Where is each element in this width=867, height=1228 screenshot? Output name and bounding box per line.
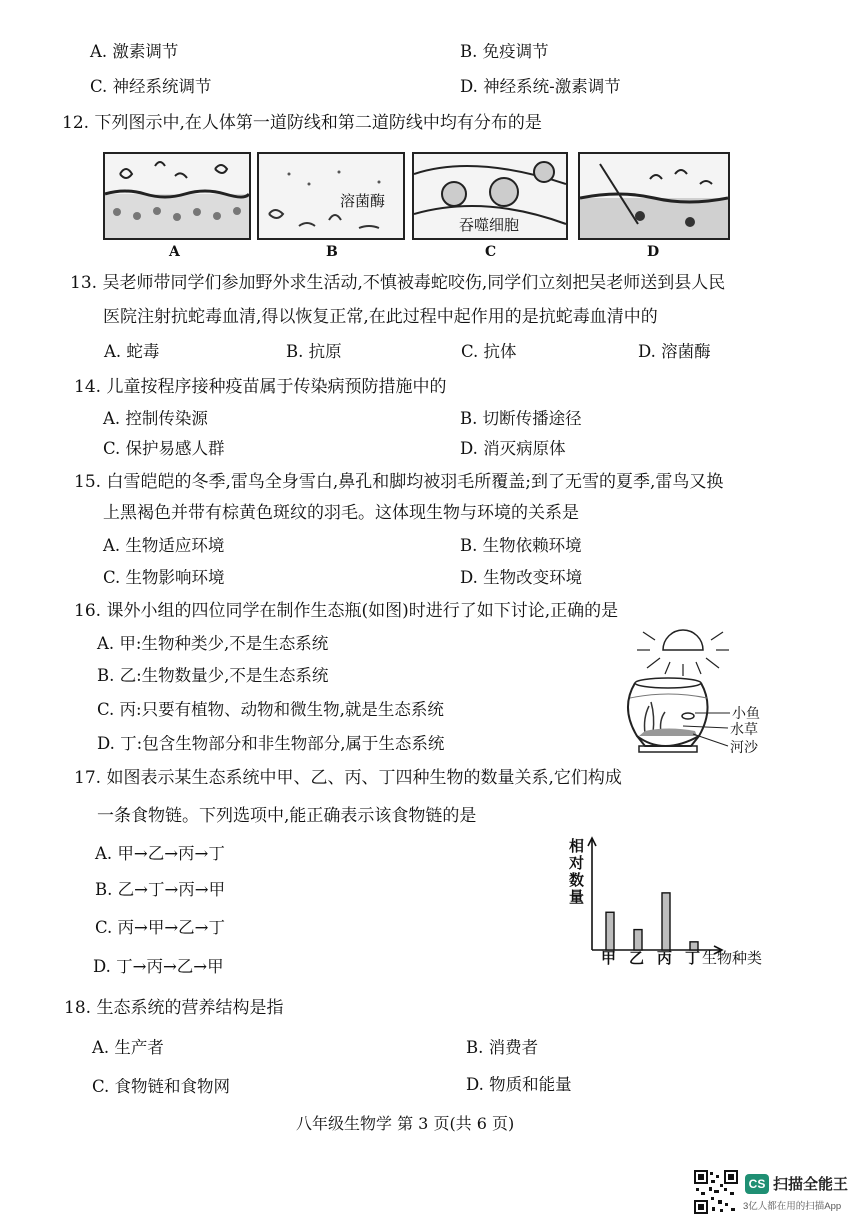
- camscanner-subtitle: 3亿人都在用的扫描App: [743, 1201, 842, 1212]
- chart-xlabel: 生物种类: [702, 949, 763, 967]
- q13-option-b: B. 抗原: [286, 342, 342, 361]
- qr-code-icon: [694, 1170, 738, 1214]
- q18-stem: 18. 生态系统的营养结构是指: [64, 998, 284, 1018]
- bar-1: [606, 912, 614, 950]
- q12-image-c-text: 吞噬细胞: [459, 216, 520, 234]
- q13-option-d: D. 溶菌酶: [638, 342, 711, 361]
- ecobottle-label-weed: 水草: [730, 722, 758, 738]
- q15-option-c: C. 生物影响环境: [103, 568, 225, 587]
- q13-stem-line1: 13. 吴老师带同学们参加野外求生活动,不慎被毒蛇咬伤,同学们立刻把吴老师送到县人民: [70, 273, 726, 293]
- ecobottle-label-sand: 河沙: [730, 740, 758, 756]
- q18-option-d: D. 物质和能量: [466, 1075, 572, 1094]
- q15-option-b: B. 生物依赖环境: [460, 536, 582, 555]
- q14-option-b: B. 切断传播途径: [460, 409, 582, 428]
- camscanner-logo: CS: [745, 1174, 769, 1194]
- q17-option-d: D. 丁→丙→乙→甲: [93, 957, 224, 976]
- q11-option-b: B. 免疫调节: [460, 42, 549, 61]
- bar-3: [662, 893, 670, 950]
- ecobottle-label-fish: 小鱼: [732, 706, 760, 722]
- q13-stem-line2: 医院注射抗蛇毒血清,得以恢复正常,在此过程中起作用的是抗蛇毒血清中的: [103, 307, 658, 327]
- q15-option-d: D. 生物改变环境: [460, 568, 583, 587]
- fishbowl-icon: [628, 678, 730, 752]
- q17-option-b: B. 乙→丁→丙→甲: [95, 880, 226, 899]
- skin-wound-illustration: [580, 154, 728, 238]
- q11-option-d: D. 神经系统-激素调节: [460, 77, 621, 96]
- q11-option-a: A. 激素调节: [90, 42, 179, 61]
- q18-option-b: B. 消费者: [466, 1038, 539, 1057]
- q13-option-a: A. 蛇毒: [104, 342, 160, 361]
- q15-stem-line1: 15. 白雪皑皑的冬季,雷鸟全身雪白,鼻孔和脚均被羽毛所覆盖;到了无雪的夏季,雷鸟又换: [74, 472, 724, 492]
- q16-option-a: A. 甲:生物种类少,不是生态系统: [97, 634, 329, 653]
- q13-option-c: C. 抗体: [461, 342, 517, 361]
- q12-stem: 12. 下列图示中,在人体第一道防线和第二道防线中均有分布的是: [62, 113, 542, 133]
- q12-label-b: B: [326, 244, 338, 260]
- q15-option-a: A. 生物适应环境: [103, 536, 225, 555]
- q16-option-d: D. 丁:包含生物部分和非生物部分,属于生态系统: [97, 734, 445, 753]
- q14-option-c: C. 保护易感人群: [103, 439, 225, 458]
- x-tick-label: 丁: [685, 949, 701, 967]
- page-footer: 八年级生物学 第 3 页(共 6 页): [296, 1114, 515, 1133]
- q17-option-a: A. 甲→乙→丙→丁: [95, 844, 225, 863]
- q16-option-c: C. 丙:只要有植物、动物和微生物,就是生态系统: [97, 700, 444, 719]
- q17-stem-line1: 17. 如图表示某生态系统中甲、乙、丙、丁四种生物的数量关系,它们构成: [74, 768, 622, 788]
- q12-label-d: D: [647, 244, 660, 260]
- q12-image-a: [103, 152, 251, 240]
- q12-label-a: A: [169, 244, 180, 260]
- q15-stem-line2: 上黑褐色并带有棕黄色斑纹的羽毛。这体现生物与环境的关系是: [103, 503, 579, 523]
- q12-image-b-text: 溶菌酶: [340, 192, 386, 210]
- q16-option-b: B. 乙:生物数量少,不是生态系统: [97, 666, 329, 685]
- skin-barrier-illustration: [105, 154, 249, 238]
- q18-option-c: C. 食物链和食物网: [92, 1077, 231, 1096]
- q11-option-c: C. 神经系统调节: [90, 77, 212, 96]
- q14-stem: 14. 儿童按程序接种疫苗属于传染病预防措施中的: [74, 377, 447, 397]
- x-tick-label: 丙: [657, 949, 673, 967]
- chart-ylabel: 相对数量: [569, 837, 585, 906]
- camscanner-title: 扫描全能王: [773, 1176, 849, 1193]
- q18-option-a: A. 生产者: [92, 1038, 164, 1057]
- q17-option-c: C. 丙→甲→乙→丁: [95, 918, 226, 937]
- x-tick-label: 甲: [601, 949, 617, 967]
- x-tick-label: 乙: [629, 949, 645, 967]
- sun-icon: [637, 630, 729, 676]
- q16-stem: 16. 课外小组的四位同学在制作生态瓶(如图)时进行了如下讨论,正确的是: [74, 601, 619, 621]
- q14-option-d: D. 消灭病原体: [460, 439, 566, 458]
- q17-stem-line2: 一条食物链。下列选项中,能正确表示该食物链的是: [97, 806, 477, 826]
- q14-option-a: A. 控制传染源: [103, 409, 208, 428]
- q12-label-c: C: [485, 244, 497, 260]
- q12-image-d: [578, 152, 730, 240]
